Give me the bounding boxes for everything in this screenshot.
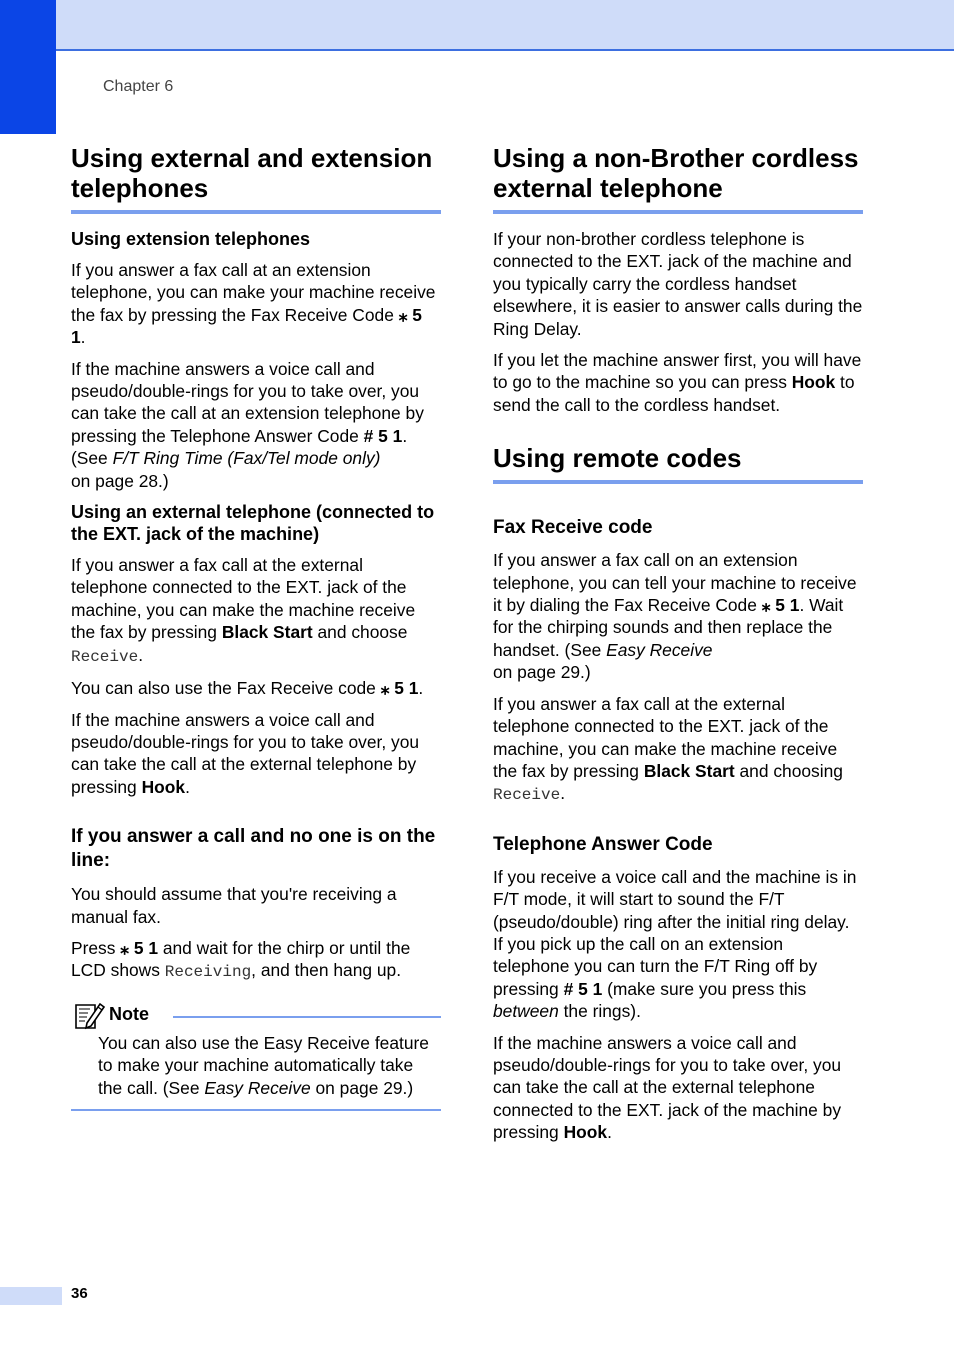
paragraph: If your non-brother cordless telephone is connected to the EXT. jack of the machine and you typically carry the cordless handset elsewhere, it is easier to answer calls during the Ring Delay. [493,229,863,339]
paragraph: You should assume that you're receiving a manual fax. [71,884,397,927]
section-heading-cordless: Using a non-Brother cordless external telephone [493,143,863,214]
paragraph: If the machine answers a voice call and pseudo/double-rings for you to take over, you can take the call at the external telephone by pressing Hook. [71,709,420,797]
lcd-text: Receive [71,647,139,666]
left-column [71,143,441,1111]
chapter-label: Chapter 6 [103,78,174,95]
header-band [0,0,954,51]
note-title: Note [109,1004,149,1025]
note-pencil-icon [73,999,105,1031]
chapter-tab [0,0,56,134]
paragraph: If you let the machine answer first, you will have to go to the machine so you can press Hook to send the call to the cordless handset. [493,350,862,415]
subheading-extension: Using extension telephones [71,229,311,249]
subheading-telephone-answer-code: Telephone Answer Code [493,833,713,855]
paragraph: If you answer a fax call at the external telephone connected to the EXT. jack of the machine, you can make the machine receive the fax by pressing Black Start and choosing Receive. [493,693,843,805]
cross-reference: F/T Ring Time (Fax/Tel mode only) [112,448,381,469]
subheading-no-one-on-line: If you answer a call and no one is on the line: [71,826,436,872]
paragraph: If you answer a fax call at an extension telephone, you can make your machine receive the fax by pressing the Fax Receive Code ⁎ 5 1. [71,260,436,348]
paragraph: Press ⁎ 5 1 and wait for the chirp or until the LCD shows Receiving, and then hang up. [71,937,411,982]
paragraph: If the machine answers a voice call and pseudo/double-rings for you to take over, you can take the call at an extension telephone by pressing the Telephone Answer Code # 5 1. (See F/T Ring Time (Fax/Tel mode only) on page 28.) [71,358,424,491]
page-number: 36 [71,1285,88,1302]
section-heading-external-extension: Using external and extension telephones [71,143,441,214]
cross-reference: Easy Receive [204,1077,311,1098]
paragraph: If the machine answers a voice call and pseudo/double-rings for you to take over, you can take the call at the external telephone connected to the EXT. jack of the machine by pressing Hook. [493,1032,842,1143]
note-rule [173,1016,441,1018]
cross-reference: Easy Receive [606,639,713,660]
subheading-fax-receive-code: Fax Receive code [493,517,653,539]
section-heading-remote-codes: Using remote codes [493,443,863,484]
right-column [493,143,863,1144]
subheading-external: Using an external telephone (connected to the EXT. jack of the machine) [71,502,435,545]
lcd-text: Receive [493,786,561,805]
paragraph: If you answer a fax call on an extension telephone, you can tell your machine to receive it by dialing the Fax Receive Code ⁎ 5 1. Wait for the chirping sounds and then replace the handset. (See Easy Receive on page 29.) [493,550,857,683]
lcd-text: Receiving [164,963,252,982]
paragraph: You can also use the Fax Receive code ⁎ 5 1. [71,678,424,699]
page-number-band [0,1287,62,1305]
note-box [71,998,441,1111]
note-text: You can also use the Easy Receive feature to make your machine automatically take the call. (See Easy Receive on page 29.) [98,1032,429,1098]
paragraph: If you receive a voice call and the machine is in F/T mode, it will start to sound the F/T (pseudo/double) ring after the initial ring delay. If you pick up the call on an extension telephone you can turn the F/T Ring off by pressing # 5 1 (make sure you press this between the rings). [493,866,857,1022]
paragraph: If you answer a fax call at the external telephone connected to the EXT. jack of the machine, you can make the machine receive the fax by pressing Black Start and choose Receive. [71,555,416,666]
